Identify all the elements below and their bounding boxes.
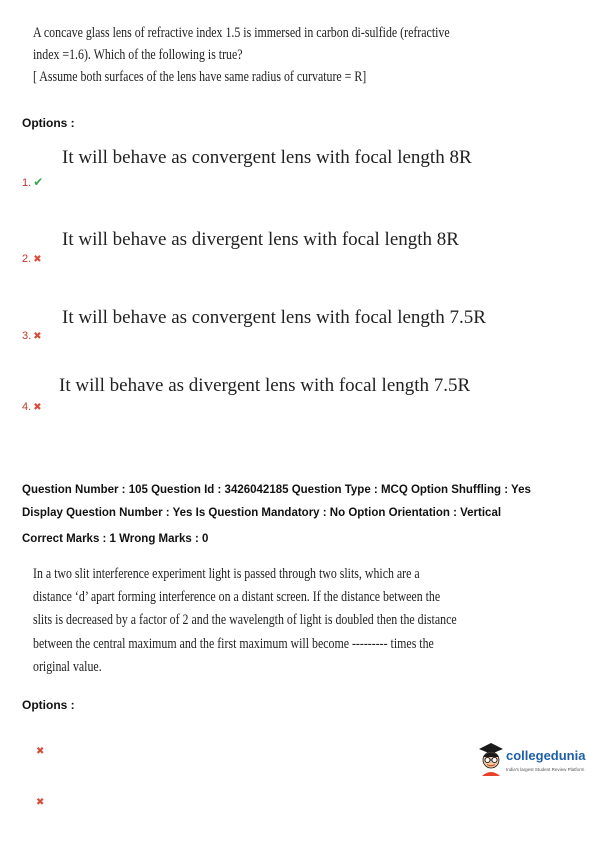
cross-icon: ✖ bbox=[33, 331, 42, 342]
cross-icon: ✖ bbox=[36, 746, 45, 757]
option-2-text: It will behave as divergent lens with focal length 8R bbox=[62, 229, 459, 250]
option-4-number-row bbox=[22, 401, 42, 413]
option-1-text: It will behave as convergent lens with focal length 8R bbox=[62, 147, 472, 168]
option-2-number: 2. bbox=[22, 253, 32, 265]
brand-tagline: India's largest Student Review Platform bbox=[506, 767, 585, 772]
option-mark-row-1 bbox=[34, 745, 44, 757]
collegedunia-logo bbox=[476, 742, 591, 782]
option-4-text: It will behave as divergent lens with focal length 7.5R bbox=[59, 375, 471, 396]
cross-icon: ✖ bbox=[36, 797, 45, 808]
student-mascot-icon bbox=[476, 742, 506, 778]
options-label-2: Options : bbox=[22, 698, 75, 712]
option-3-number-row bbox=[22, 330, 42, 342]
question-meta-line-1: Question Number : 105 Question Id : 3426042185 Question Type : MCQ Option Shuffling : Yes bbox=[22, 484, 531, 496]
option-1-number: 1. bbox=[22, 177, 32, 189]
question-meta-line-2: Display Question Number : Yes Is Question Mandatory : No Option Orientation : Vertical bbox=[22, 507, 502, 519]
question-1-line-3: [ Assume both surfaces of the lens have same radius of curvature = R] bbox=[33, 69, 367, 85]
option-1-number-row bbox=[22, 175, 43, 189]
question-1-line-1: A concave glass lens of refractive index 1.5 is immersed in carbon di-sulfide (refractive bbox=[33, 25, 450, 41]
cross-icon: ✖ bbox=[33, 402, 42, 413]
question-2-line-3: slits is decreased by a factor of 2 and the wavelength of light is doubled then the distance bbox=[33, 612, 457, 628]
question-2-line-4: between the central maximum and the first maximum will become --------- times the bbox=[33, 636, 434, 652]
question-1-line-2: index =1.6). Which of the following is true? bbox=[33, 47, 243, 63]
question-2-line-5: original value. bbox=[33, 659, 102, 675]
question-meta-line-3: Correct Marks : 1 Wrong Marks : 0 bbox=[22, 533, 209, 545]
cross-icon: ✖ bbox=[33, 254, 42, 265]
options-label: Options : bbox=[22, 116, 75, 130]
brand-name: collegedunia bbox=[506, 748, 586, 763]
option-mark-row-2 bbox=[34, 796, 44, 808]
option-4-number: 4. bbox=[22, 401, 32, 413]
question-2-line-1: In a two slit interference experiment light is passed through two slits, which are a bbox=[33, 566, 420, 582]
option-3-number: 3. bbox=[22, 330, 32, 342]
check-icon: ✔ bbox=[33, 175, 44, 189]
option-3-text: It will behave as convergent lens with focal length 7.5R bbox=[62, 307, 486, 328]
option-2-number-row bbox=[22, 253, 42, 265]
question-2-line-2: distance ‘d’ apart forming interference on a distant screen. If the distance between the bbox=[33, 589, 441, 605]
